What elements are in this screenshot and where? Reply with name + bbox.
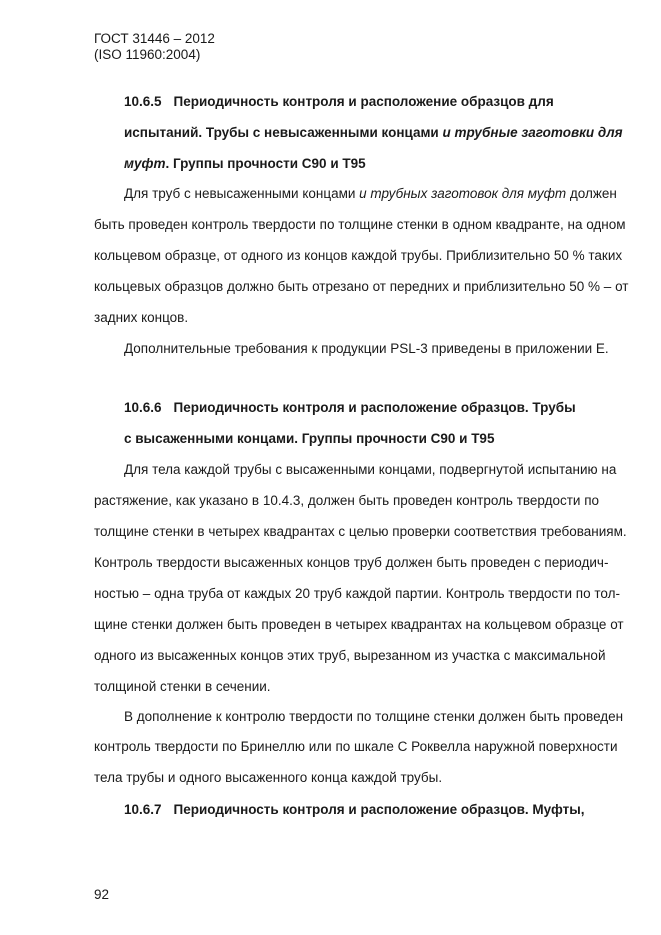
standard-code: ГОСТ 31446 – 2012 — [94, 31, 215, 46]
section-number: 10.6.5 — [124, 94, 162, 109]
section-10-6-5-heading — [124, 93, 554, 111]
section-10-6-5-heading-line-2: испытаний. Трубы с невысаженными концами и трубные заготовки для — [124, 125, 623, 140]
paragraph-line: кольцевых образцов должно быть отрезано от передних и приблизительно 50 % – от — [94, 279, 629, 294]
paragraph-line: быть проведен контроль твердости по толщине стенки в одном квадранте, на одном — [94, 217, 626, 232]
paragraph-line: Для труб с невысаженными концами и трубных заготовок для муфт должен — [124, 186, 617, 201]
section-10-6-6-heading — [124, 399, 576, 417]
section-10-6-5-heading-line-3: муфт. Группы прочности С90 и Т95 — [124, 156, 366, 171]
section-10-6-7-heading — [124, 801, 585, 819]
paragraph-line: В дополнение к контролю твердости по толщине стенки должен быть проведен — [124, 709, 624, 724]
paragraph-line: тела трубы и одного высаженного конца каждой трубы. — [94, 770, 443, 785]
paragraph-line: задних концов. — [94, 310, 189, 325]
paragraph-line: контроль твердости по Бринеллю или по шкале С Роквелла наружной поверхности — [94, 739, 618, 754]
iso-reference: (ISO 11960:2004) — [94, 47, 201, 62]
paragraph-line: растяжение, как указано в 10.4.3, должен быть проведен контроль твердости по — [94, 493, 600, 508]
paragraph-line: толщиной стенки в сечении. — [94, 679, 271, 694]
document-header — [94, 31, 215, 63]
section-number: 10.6.7 — [124, 802, 162, 817]
section-number: 10.6.6 — [124, 400, 162, 415]
paragraph-line: Контроль твердости высаженных концов труб должен быть проведен с периодич- — [94, 555, 609, 570]
section-10-6-6-heading-line-2: с высаженными концами. Группы прочности С90 и Т95 — [124, 431, 495, 446]
paragraph-line: ностью – одна труба от каждых 20 труб каждой партии. Контроль твердости по тол- — [94, 586, 620, 601]
heading-text: Периодичность контроля и расположение образцов. Трубы — [173, 400, 576, 415]
paragraph-line: щине стенки должен быть проведен в четырех квадрантах на кольцевом образце от — [94, 617, 624, 632]
heading-text: Периодичность контроля и расположение образцов для — [173, 94, 554, 109]
paragraph-line: толщине стенки в четырех квадрантах с целью проверки соответствия требованиям. — [94, 524, 627, 539]
page-number: 92 — [94, 887, 110, 902]
heading-text: Периодичность контроля и расположение образцов. Муфты, — [173, 802, 585, 817]
paragraph-line: Дополнительные требования к продукции PSL-3 приведены в приложении Е. — [124, 341, 609, 356]
paragraph-line: одного из высаженных концов этих труб, вырезанном из участка с максимальной — [94, 648, 606, 663]
paragraph-line: кольцевом образце, от одного из концов каждой трубы. Приблизительно 50 % таких — [94, 248, 623, 263]
paragraph-line: Для тела каждой трубы с высаженными концами, подвергнутой испытанию на — [124, 462, 617, 477]
